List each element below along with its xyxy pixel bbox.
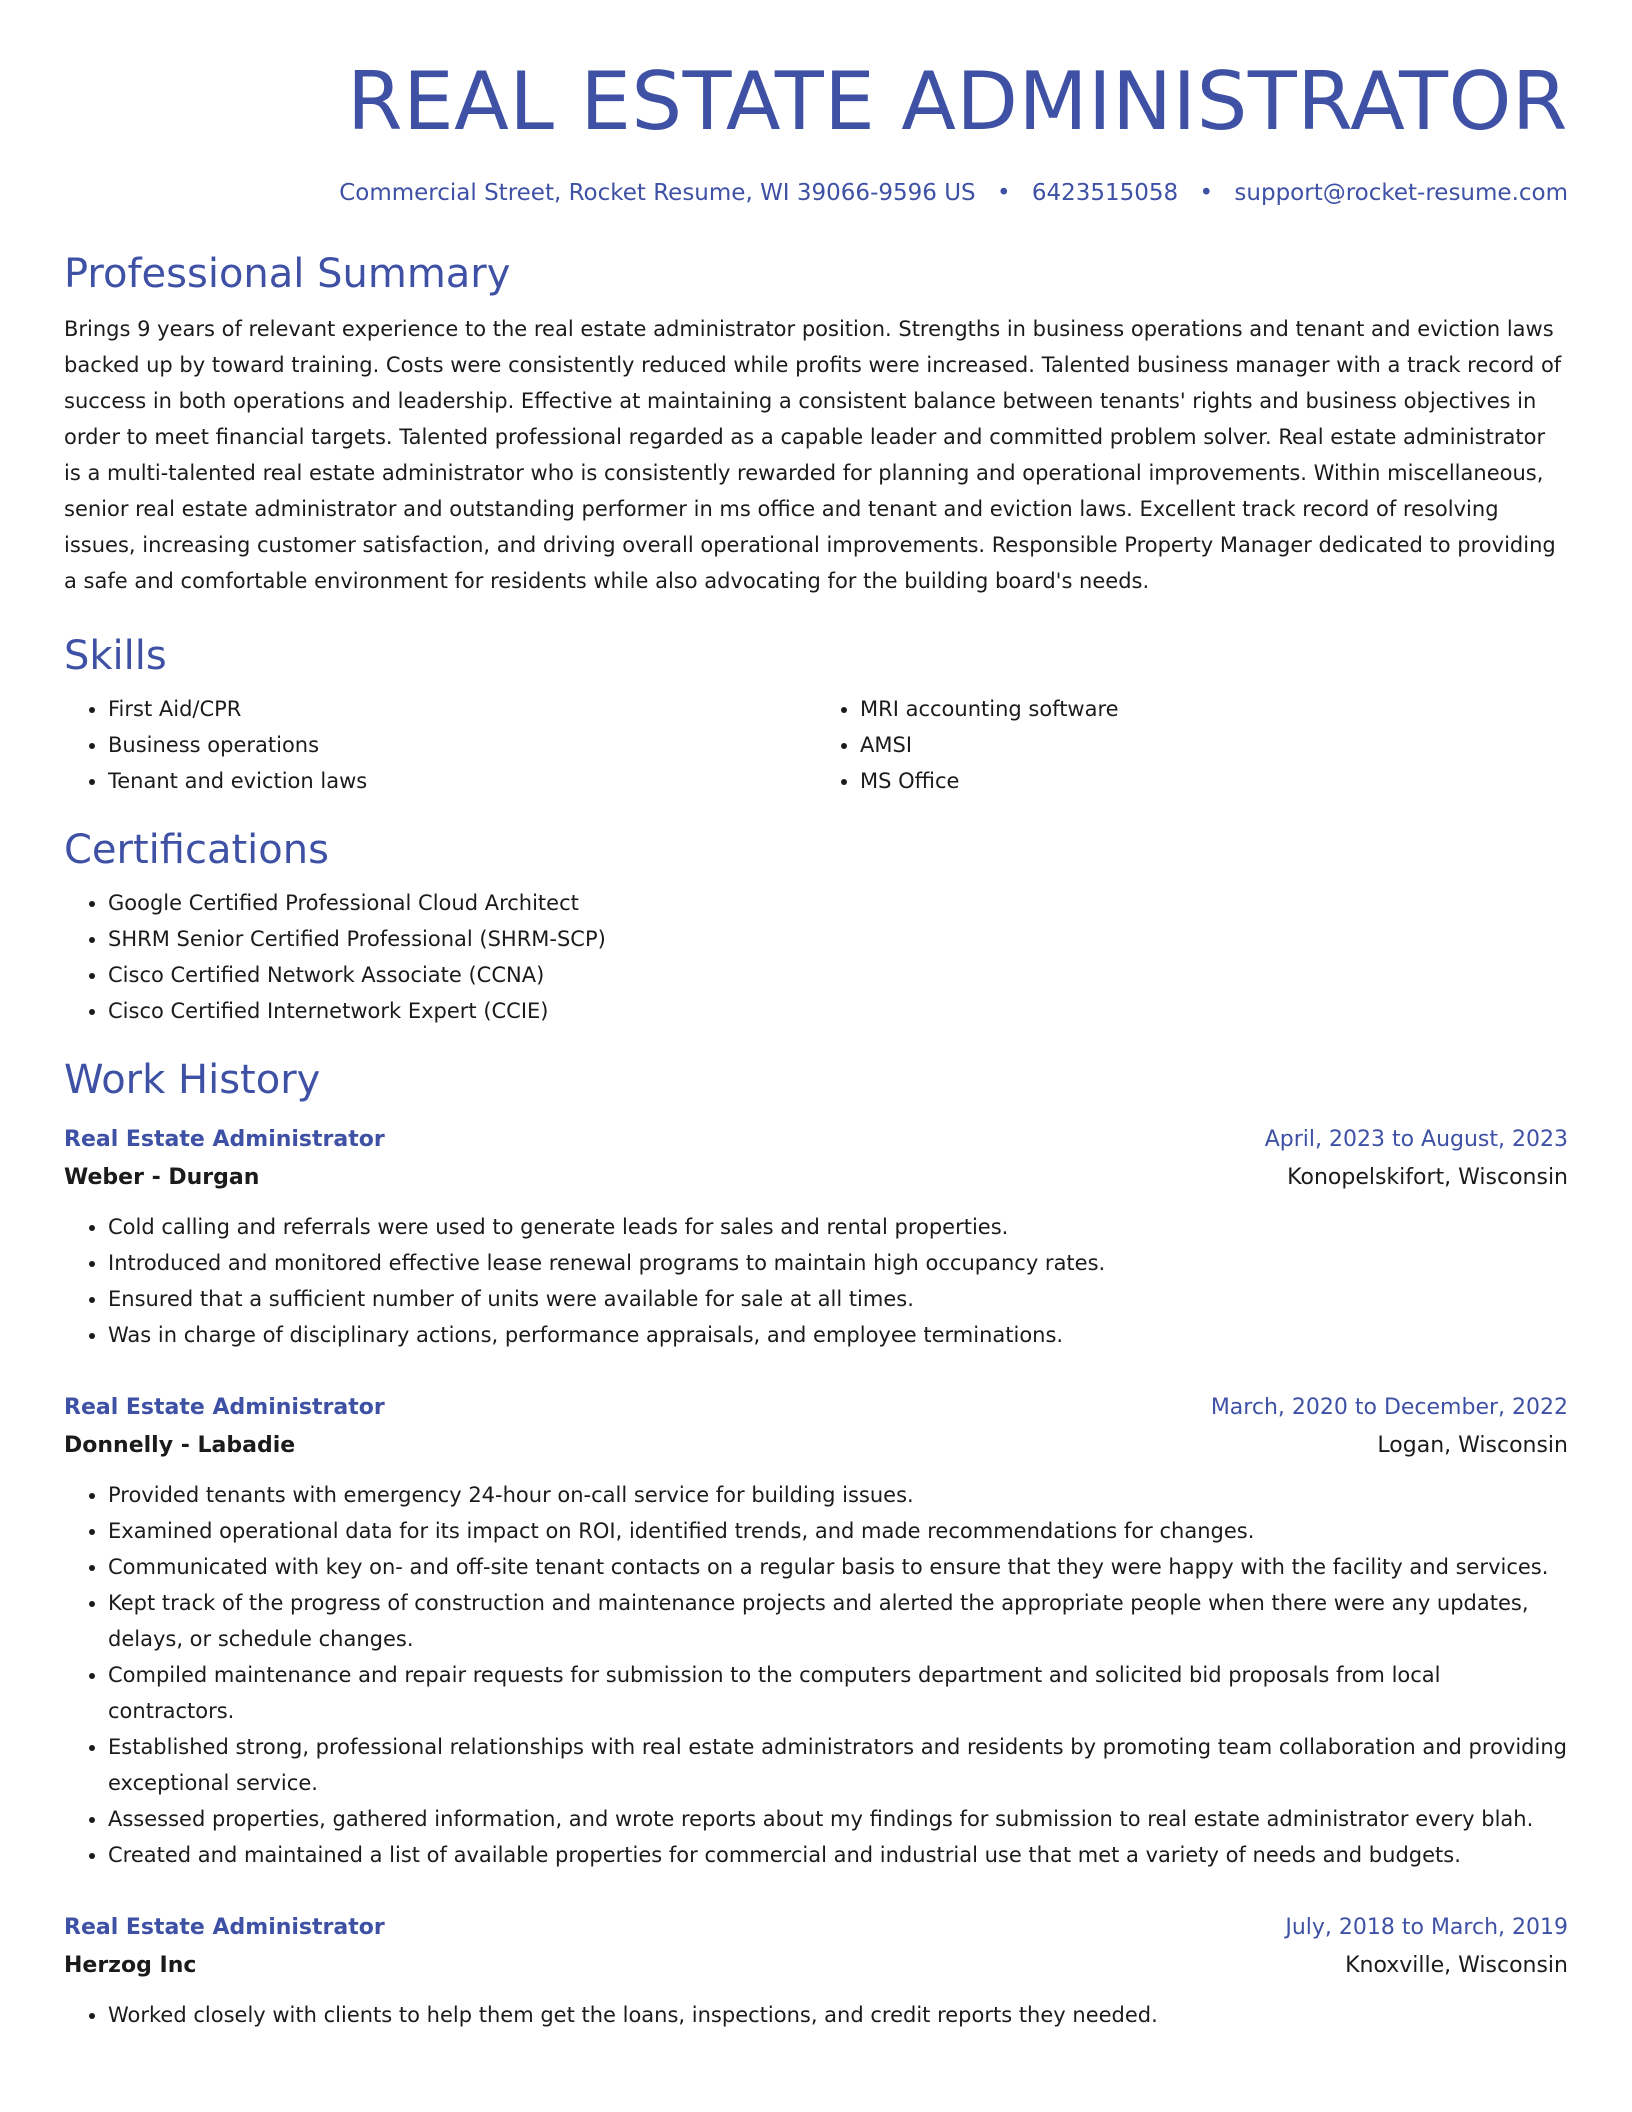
- job-duties: [64, 1477, 1568, 1873]
- job-header: [64, 1121, 1568, 1159]
- certifications-list: [64, 885, 1568, 1029]
- job-dates: March, 2020 to December, 2022: [1210, 1395, 1568, 1420]
- job-entry: [64, 1389, 1568, 1873]
- skills-column-right: [816, 691, 1568, 799]
- skill-item: • Tenant and eviction laws: [108, 763, 816, 799]
- job-location: Knoxville, Wisconsin: [1345, 1953, 1568, 1978]
- summary-text: Brings 9 years of relevant experience to the real estate administrator position. Strengths in business operations and tenant and eviction laws backed up by toward training. Costs were consistently reduced while profits were increased. Talented business manager with a track record of success in both operations and leadership. Effective at maintaining a consistent balance between tenants' rights and business objectives in order to meet financial targets. Talented professional regarded as a capable leader and committed problem solver. Real estate administrator is a multi-talented real estate administrator who is consistently rewarded for planning and operational improvements. Within miscellaneous, senior real estate administrator and outstanding performer in ms office and tenant and eviction laws. Excellent track record of resolving issues, increasing customer satisfaction, and driving overall operational improvements. Responsible Property Manager dedicated to providing a safe and comfortable environment for residents while also advocating for the building board's needs.: [64, 317, 1562, 593]
- duty-item: • Provided tenants with emergency 24-hour on-call service for building issues.: [108, 1477, 1568, 1513]
- job-location: Logan, Wisconsin: [1377, 1433, 1568, 1458]
- job-company: Herzog Inc: [64, 1953, 197, 1978]
- summary-heading: Professional Summary: [64, 251, 511, 297]
- certification-item: • Cisco Certified Internetwork Expert (CCIE): [108, 993, 1568, 1029]
- skill-item: • MS Office: [860, 763, 1568, 799]
- duty-item: • Worked closely with clients to help them get the loans, inspections, and credit reports they needed.: [108, 1997, 1568, 2033]
- skill-item: • Business operations: [108, 727, 816, 763]
- duty-item: • Introduced and monitored effective lease renewal programs to maintain high occupancy rates.: [108, 1245, 1568, 1281]
- duty-item: • Created and maintained a list of available properties for commercial and industrial use that met a variety of needs and budgets.: [108, 1837, 1568, 1873]
- skill-item: • AMSI: [860, 727, 1568, 763]
- contact-address: Commercial Street, Rocket Resume, WI 39066-9596 US: [339, 180, 976, 206]
- duty-item: • Cold calling and referrals were used to generate leads for sales and rental properties.: [108, 1209, 1568, 1245]
- job-location: Konopelskifort, Wisconsin: [1287, 1165, 1568, 1190]
- job-entry: [64, 1909, 1568, 2033]
- skills-heading: Skills: [64, 633, 167, 679]
- job-company: Weber - Durgan: [64, 1165, 260, 1190]
- contact-separator: •: [1199, 180, 1214, 206]
- duty-item: • Ensured that a sufficient number of units were available for sale at all times.: [108, 1281, 1568, 1317]
- resume-title: REAL ESTATE ADMINISTRATOR: [346, 55, 1568, 148]
- job-subheader: [64, 1159, 1568, 1197]
- job-company: Donnelly - Labadie: [64, 1433, 296, 1458]
- duty-item: • Established strong, professional relationships with real estate administrators and residents by promoting team collaboration and providing exceptional service.: [108, 1729, 1568, 1801]
- duty-item: • Assessed properties, gathered information, and wrote reports about my findings for submission to real estate administrator every blah.: [108, 1801, 1568, 1837]
- contact-email: support@rocket-resume.com: [1234, 180, 1568, 206]
- job-subheader: [64, 1947, 1568, 1985]
- job-title: Real Estate Administrator: [64, 1915, 385, 1940]
- duty-item: • Compiled maintenance and repair requests for submission to the computers department and solicited bid proposals from local contractors.: [108, 1657, 1568, 1729]
- contact-line: [64, 178, 1568, 208]
- job-title: Real Estate Administrator: [64, 1127, 385, 1152]
- certification-item: • Cisco Certified Network Associate (CCNA): [108, 957, 1568, 993]
- job-header: [64, 1909, 1568, 1947]
- contact-separator: •: [996, 180, 1011, 206]
- job-dates: July, 2018 to March, 2019: [1285, 1915, 1568, 1940]
- duty-item: • Examined operational data for its impact on ROI, identified trends, and made recommendations for changes.: [108, 1513, 1568, 1549]
- duty-item: • Was in charge of disciplinary actions, performance appraisals, and employee terminations.: [108, 1317, 1568, 1353]
- skills-list: [64, 691, 1568, 799]
- skill-item: • MRI accounting software: [860, 691, 1568, 727]
- certifications-heading: Certifications: [64, 827, 329, 873]
- job-header: [64, 1389, 1568, 1427]
- job-subheader: [64, 1427, 1568, 1465]
- duty-item: • Kept track of the progress of construction and maintenance projects and alerted the appropriate people when there were any updates, delays, or schedule changes.: [108, 1585, 1568, 1657]
- certification-item: • Google Certified Professional Cloud Architect: [108, 885, 1568, 921]
- job-entry: [64, 1121, 1568, 1353]
- skills-column-left: [64, 691, 816, 799]
- skill-item: • First Aid/CPR: [108, 691, 816, 727]
- job-duties: [64, 1997, 1568, 2033]
- duty-item: • Communicated with key on- and off-site tenant contacts on a regular basis to ensure that they were happy with the facility and services.: [108, 1549, 1568, 1585]
- certification-item: • SHRM Senior Certified Professional (SHRM-SCP): [108, 921, 1568, 957]
- job-dates: April, 2023 to August, 2023: [1264, 1127, 1568, 1152]
- work-history-heading: Work History: [64, 1057, 321, 1103]
- job-title: Real Estate Administrator: [64, 1395, 385, 1420]
- job-duties: [64, 1209, 1568, 1353]
- contact-phone: 6423515058: [1031, 180, 1179, 206]
